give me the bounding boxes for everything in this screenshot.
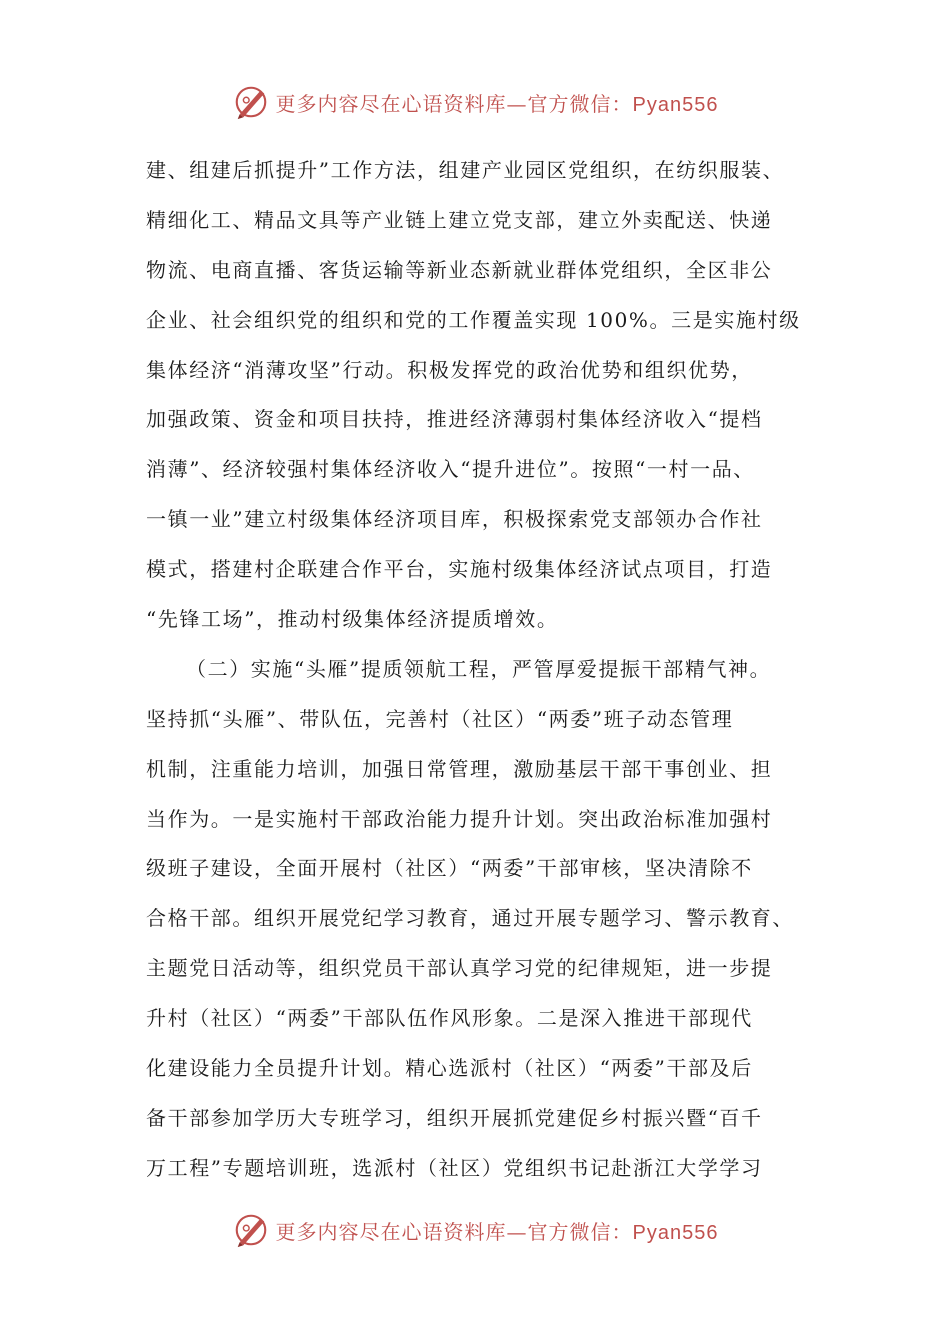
text-line: 主题党日活动等，组织党员干部认真学习党的纪律规矩，进一步提: [146, 956, 773, 981]
text-line: 集体经济“消薄攻坚”行动。积极发挥党的政治优势和组织优势，: [146, 357, 753, 382]
text-line: 级班子建设，全面开展村（社区）“两委”干部审核，坚决清除不: [146, 856, 753, 881]
text-line: 建、组建后抓提升”工作方法，组建产业园区党组织，在纺织服装、: [146, 158, 785, 182]
text-line: 加强政策、资金和项目扶持，推进经济薄弱村集体经济收入“提档: [146, 407, 763, 432]
watermark-text: [276, 1216, 719, 1245]
text-line: 物流、电商直播、客货运输等新业态新就业群体党组织，全区非公: [146, 257, 773, 282]
footer-watermark-banner: [0, 1210, 950, 1250]
text-line: “先锋工场”，推动村级集体经济提质增效。: [146, 607, 559, 632]
text-line: 企业、社会组织党的组织和党的工作覆盖实现 100%。三是实施村级: [146, 307, 801, 332]
text-line: 化建设能力全员提升计划。精心选派村（社区）“两委”干部及后: [146, 1056, 753, 1081]
watermark-label: 更多内容尽在心语资料库—官方微信：: [275, 91, 633, 116]
text-line: 万工程”专题培训班，选派村（社区）党组织书记赴浙江大学学习: [146, 1155, 763, 1180]
watermark-wechat-id: Pyan556: [632, 93, 719, 116]
document-body: [146, 146, 822, 1194]
pen-logo-icon: [232, 83, 270, 121]
watermark-text: [276, 88, 719, 117]
text-line: 备干部参加学历大专班学习，组织开展抓党建促乡村振兴暨“百千: [146, 1105, 763, 1130]
text-line: 升村（社区）“两委”干部队伍作风形象。二是深入推进干部现代: [146, 1006, 753, 1031]
text-line: 机制，注重能力培训，加强日常管理，激励基层干部干事创业、担: [146, 756, 773, 781]
text-line: 坚持抓“头雁”、带队伍，完善村（社区）“两委”班子动态管理: [146, 706, 734, 731]
text-line: 消薄”、经济较强村集体经济收入“提升进位”。按照“一村一品、: [146, 457, 755, 482]
header-watermark-banner: [0, 82, 950, 122]
watermark-wechat-id: Pyan556: [632, 1221, 719, 1244]
text-line: 合格干部。组织开展党纪学习教育，通过开展专题学习、警示教育、: [146, 906, 794, 931]
text-line: 一镇一业”建立村级集体经济项目库，积极探索党支部领办合作社: [146, 507, 763, 532]
watermark-label: 更多内容尽在心语资料库—官方微信：: [275, 1219, 633, 1244]
text-line: 当作为。一是实施村干部政治能力提升计划。突出政治标准加强村: [146, 806, 773, 831]
pen-logo-icon: [232, 1211, 270, 1249]
text-line: 精细化工、精品文具等产业链上建立党支部，建立外卖配送、快递: [146, 207, 773, 232]
section-heading-line: （二）实施“头雁”提质领航工程，严管厚爱提振干部精气神。: [186, 656, 772, 681]
text-line: 模式，搭建村企联建合作平台，实施村级集体经济试点项目，打造: [146, 557, 773, 582]
